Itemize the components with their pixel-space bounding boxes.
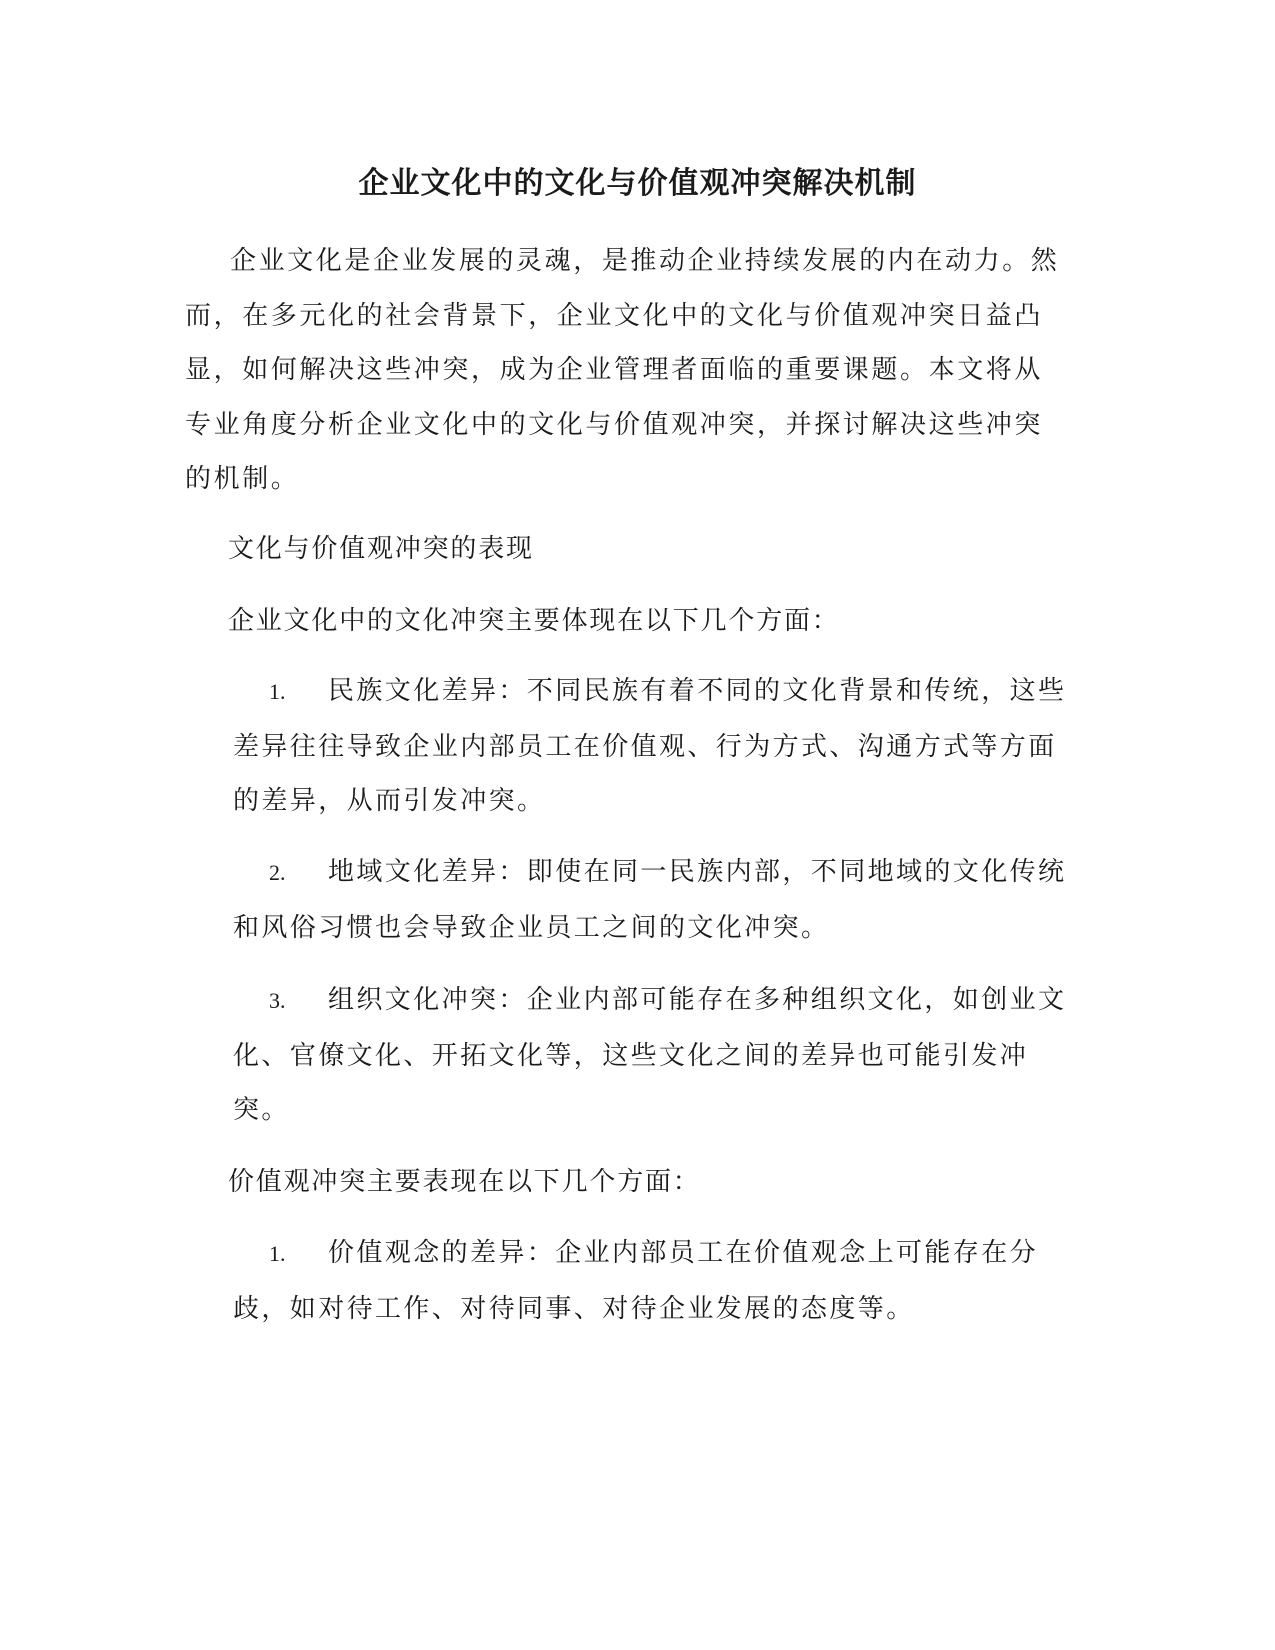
list-item-text: 民族文化差异：不同民族有着不同的文化背景和传统，这些差异往往导致企业内部员工在价值观、行为方式、沟通方式等方面的差异，从而引发冲突。 — [233, 676, 1067, 816]
list-item-regional-culture — [233, 845, 1068, 955]
list-number: 1. — [269, 1241, 286, 1266]
list-item-value-concept — [233, 1226, 1068, 1336]
list-item-ethnic-culture — [233, 664, 1068, 829]
intro-paragraph: 企业文化是企业发展的灵魂，是推动企业持续发展的内在动力。然而，在多元化的社会背景下，企业文化中的文化与价值观冲突日益凸显，如何解决这些冲突，成为企业管理者面临的重要课题。本文将从专业角度分析企业文化中的文化与价值观冲突，并探讨解决这些冲突的机制。 — [185, 246, 1060, 494]
document-title: 企业文化中的文化与价值观冲突解决机制 — [358, 166, 917, 201]
list-item-organizational-culture — [233, 973, 1068, 1138]
list-item-text: 组织文化冲突：企业内部可能存在多种组织文化，如创业文化、官僚文化、开拓文化等，这些文化之间的差异也可能引发冲突。 — [233, 985, 1067, 1125]
list-number: 2. — [269, 860, 286, 885]
culture-conflict-lead: 企业文化中的文化冲突主要体现在以下几个方面： — [228, 606, 840, 636]
section-heading: 文化与价值观冲突的表现 — [228, 534, 534, 564]
list-item-text: 价值观念的差异：企业内部员工在价值观念上可能存在分歧，如对待工作、对待同事、对待企业发展的态度等。 — [233, 1238, 1039, 1324]
list-number: 1. — [269, 679, 286, 704]
value-conflict-lead: 价值观冲突主要表现在以下几个方面： — [228, 1167, 701, 1197]
list-number: 3. — [269, 988, 286, 1013]
list-item-text: 地域文化差异：即使在同一民族内部，不同地域的文化传统和风俗习惯也会导致企业员工之间的文化冲突。 — [233, 857, 1067, 943]
